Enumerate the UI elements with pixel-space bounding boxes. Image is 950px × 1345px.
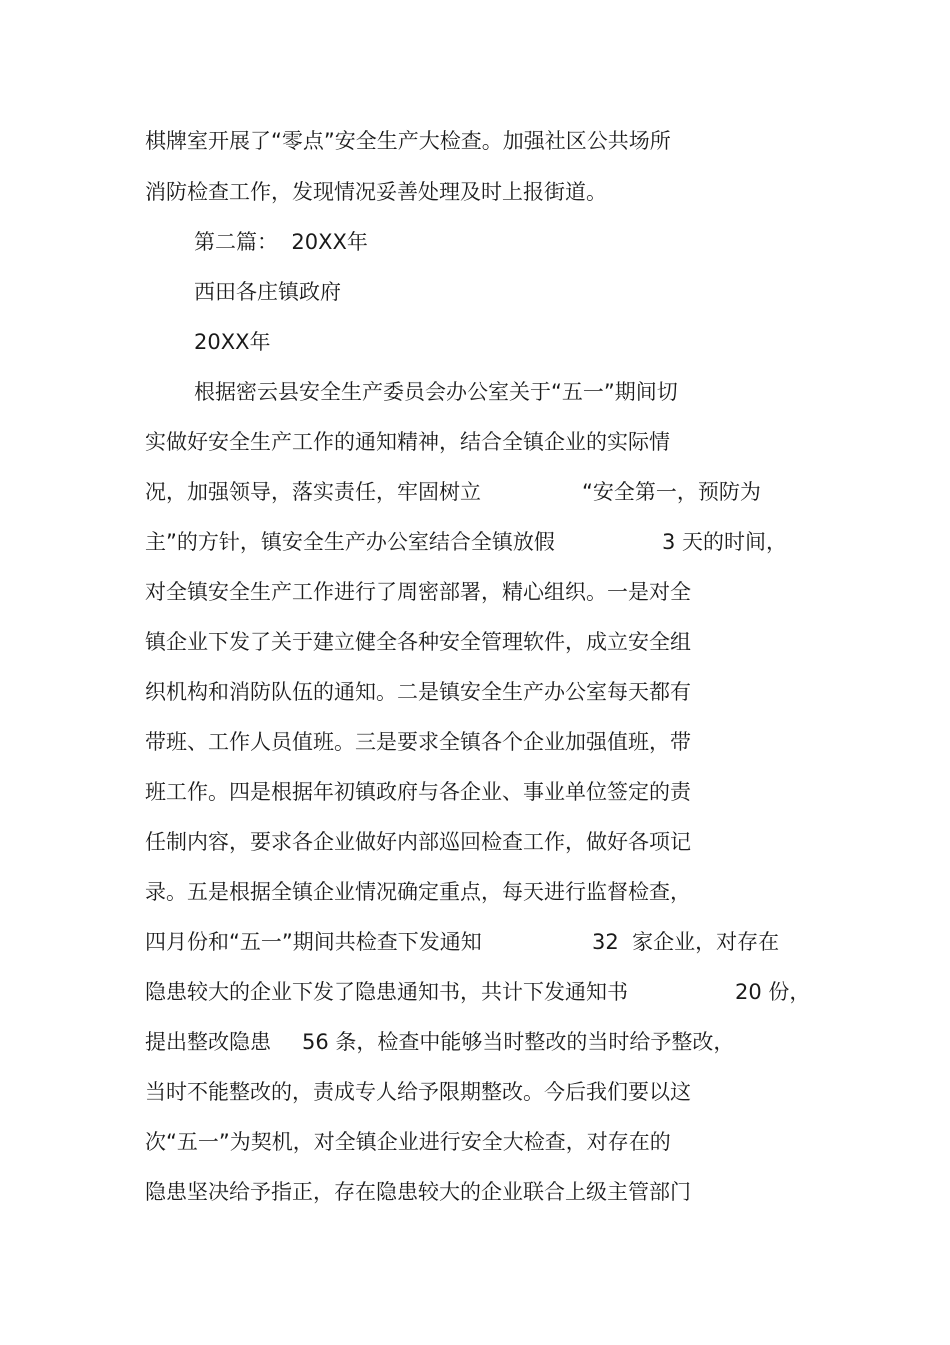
- issuer-line: 西田各庄镇政府: [194, 280, 341, 304]
- text-segment: 3 天的时间，: [662, 530, 788, 554]
- text-line: 当时不能整改的，责成专人给予限期整改。今后我们要以这: [145, 1080, 691, 1104]
- text-line: 对全镇安全生产工作进行了周密部署，精心组织。一是对全: [145, 580, 691, 604]
- text-line: 录。五是根据全镇企业情况确定重点，每天进行监督检查，: [145, 880, 691, 904]
- text-line: [145, 927, 845, 957]
- text-segment: 56 条，检查中能够当时整改的当时给予整改，: [302, 1030, 735, 1054]
- text-line: 实做好安全生产工作的通知精神，结合全镇企业的实际情: [145, 430, 670, 454]
- text-line: 次“五一”为契机，对全镇企业进行安全大检查，对存在的: [145, 1130, 671, 1154]
- text-line: 织机构和消防队伍的通知。二是镇安全生产办公室每天都有: [145, 680, 691, 704]
- date-line: 20XX年: [194, 330, 271, 354]
- text-segment: 隐患较大的企业下发了隐患通知书，共计下发通知书: [145, 980, 628, 1004]
- text-line: 班工作。四是根据年初镇政府与各企业、事业单位签定的责: [145, 780, 691, 804]
- text-line: [145, 477, 845, 507]
- text-segment: 主”的方针，镇安全生产办公室结合全镇放假: [145, 530, 555, 554]
- text-line: 消防检查工作，发现情况妥善处理及时上报街道。: [145, 180, 607, 204]
- text-segment: 四月份和“五一”期间共检查下发通知: [145, 930, 482, 954]
- text-line: 镇企业下发了关于建立健全各种安全管理软件，成立安全组: [145, 630, 691, 654]
- text-line: [145, 1027, 845, 1057]
- text-line: 棋牌室开展了“零点”安全生产大检查。加强社区公共场所: [145, 129, 671, 153]
- text-line: 隐患坚决给予指正，存在隐患较大的企业联合上级主管部门: [145, 1180, 691, 1204]
- text-segment: 32 家企业，对存在: [592, 930, 780, 954]
- text-segment: 20 份，: [735, 980, 811, 1004]
- text-line: 任制内容，要求各企业做好内部巡回检查工作，做好各项记: [145, 830, 691, 854]
- text-line: [145, 977, 845, 1007]
- text-segment: 况，加强领导，落实责任，牢固树立: [145, 480, 481, 504]
- text-line: 根据密云县安全生产委员会办公室关于“五一”期间切: [194, 380, 678, 404]
- text-line: [145, 527, 845, 557]
- text-segment: “安全第一，预防为: [582, 480, 761, 504]
- section-heading: 第二篇： 20XX年: [194, 230, 368, 254]
- text-segment: 提出整改隐患: [145, 1030, 271, 1054]
- text-line: 带班、工作人员值班。三是要求全镇各个企业加强值班，带: [145, 730, 691, 754]
